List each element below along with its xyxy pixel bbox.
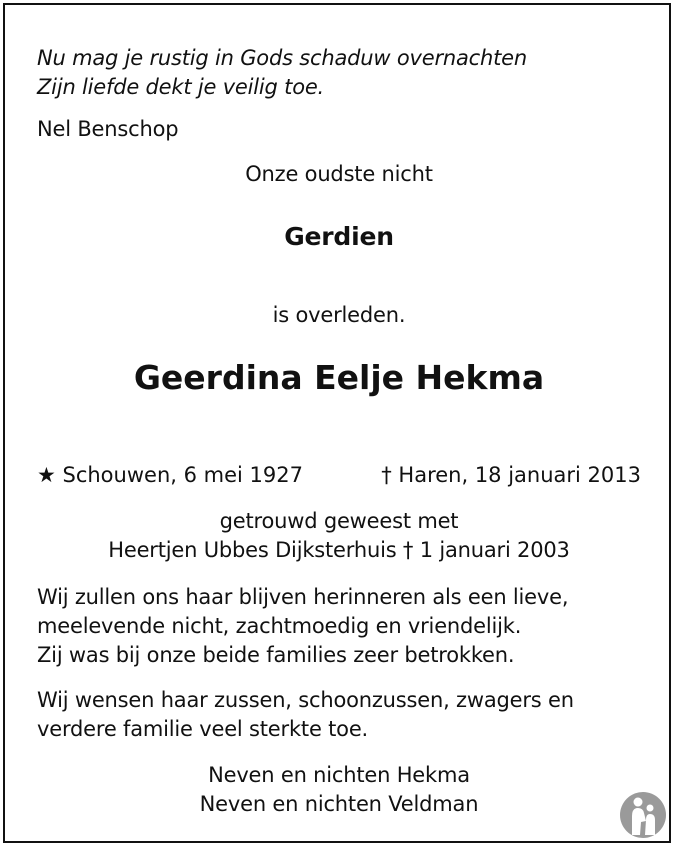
signature-1: Neven en nichten Hekma bbox=[208, 763, 470, 787]
marriage-line-2: Heertjen Ubbes Dijksterhuis † 1 januari 2003 bbox=[108, 538, 570, 562]
paragraph1-line-3: Zij was bij onze beide families zeer betrokken. bbox=[37, 643, 515, 667]
status-text: is overleden. bbox=[272, 303, 406, 327]
paragraph1-line-1: Wij zullen ons haar blijven herinneren als een lieve, bbox=[37, 585, 569, 609]
poem-line-2: Zijn liefde dekt je veilig toe. bbox=[37, 75, 325, 99]
call-name: Gerdien bbox=[284, 222, 394, 251]
paragraph2-line-1: Wij wensen haar zussen, schoonzussen, zwagers en bbox=[37, 688, 574, 712]
birth-info: ★ Schouwen, 6 mei 1927 bbox=[37, 463, 303, 487]
paragraph1-line-2: meelevende nicht, zachtmoedig en vriendelijk. bbox=[37, 614, 522, 638]
paragraph2-line-2: verdere familie veel sterkte toe. bbox=[37, 717, 369, 741]
poem-line-1: Nu mag je rustig in Gods schaduw overnachten bbox=[37, 46, 527, 70]
intro-text: Onze oudste nicht bbox=[245, 162, 433, 186]
deceased-full-name: Geerdina Eelje Hekma bbox=[133, 358, 545, 397]
marriage-line-1: getrouwd geweest met bbox=[219, 509, 459, 533]
death-info: † Haren, 18 januari 2013 bbox=[381, 463, 641, 487]
signature-2: Neven en nichten Veldman bbox=[199, 792, 479, 816]
poem-author: Nel Benschop bbox=[37, 117, 179, 141]
grieving-figures-icon bbox=[619, 791, 667, 839]
